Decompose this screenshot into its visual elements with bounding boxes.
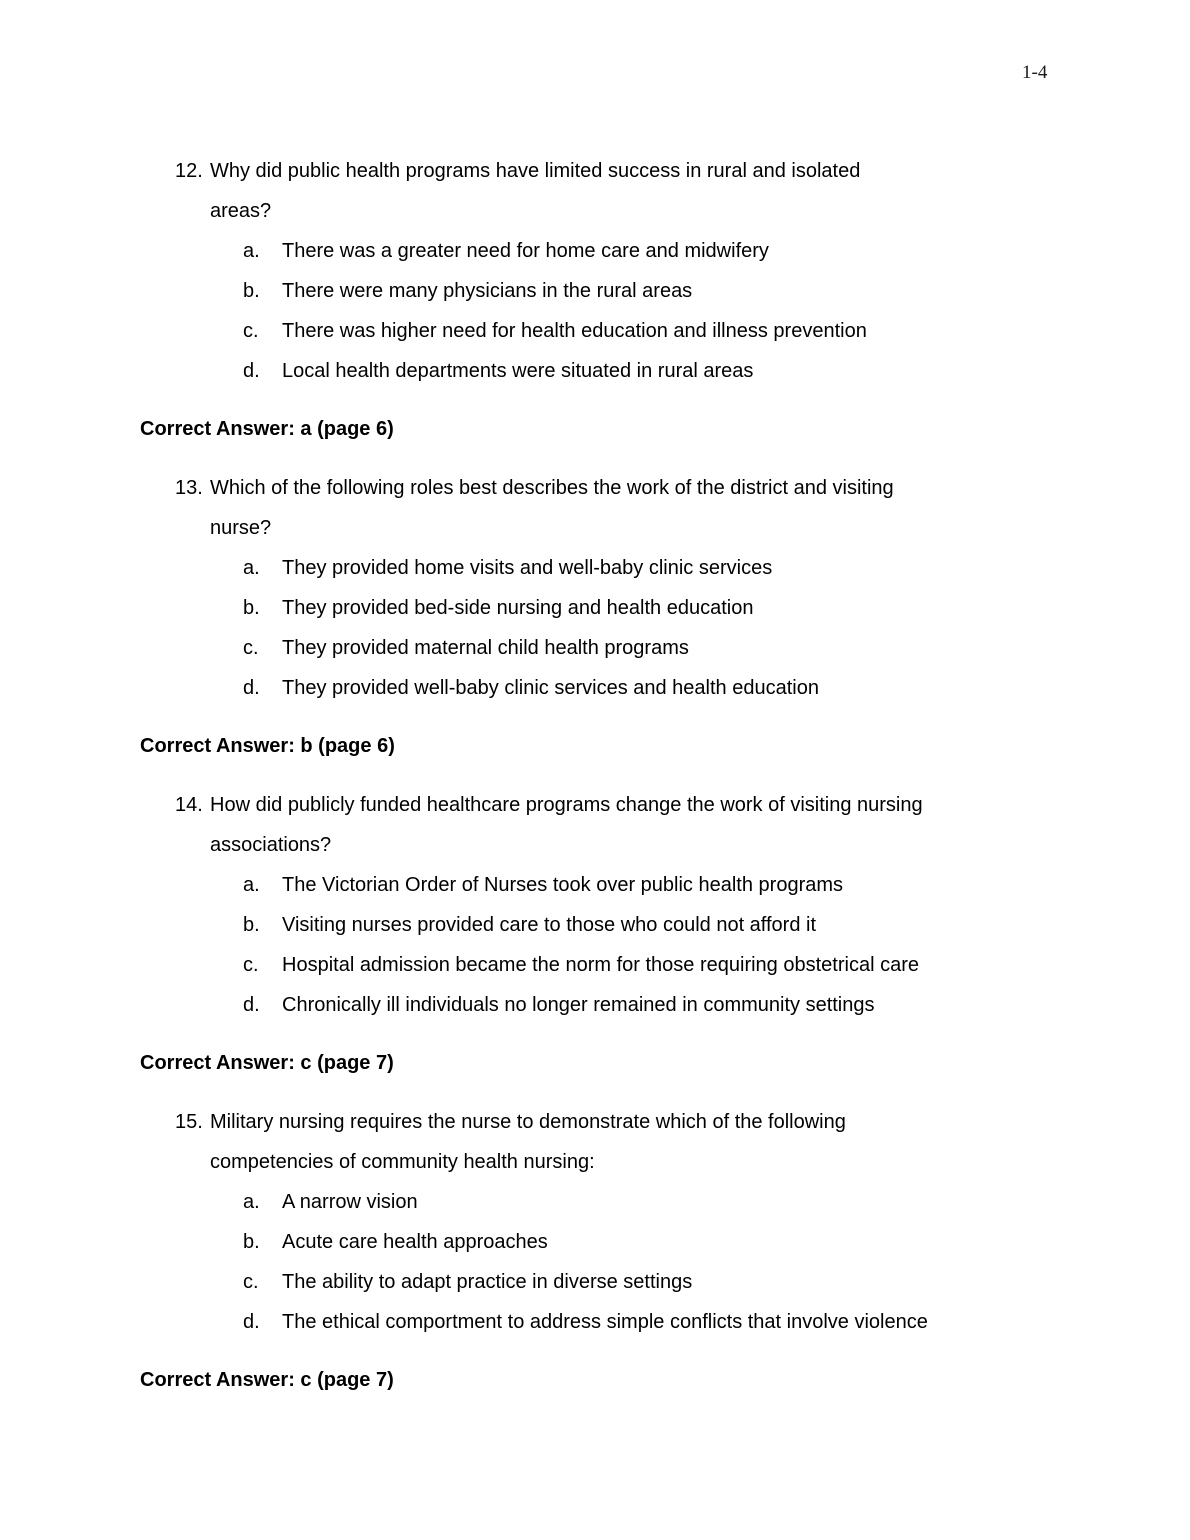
question — [0, 468, 1190, 548]
option-text: Visiting nurses provided care to those who could not afford it — [282, 914, 817, 936]
option-letter: d. — [243, 677, 260, 699]
option-text: There were many physicians in the rural areas — [282, 280, 693, 302]
question-text-line: competencies of community health nursing: — [210, 1151, 595, 1173]
correct-answer: Correct Answer: b (page 6) — [140, 735, 395, 757]
question-text-line: Why did public health programs have limited success in rural and isolated — [210, 160, 861, 182]
answer-option — [0, 1222, 1190, 1262]
option-text: The ability to adapt practice in diverse settings — [282, 1271, 693, 1293]
question-text-line: Which of the following roles best describes the work of the district and visiting — [210, 477, 894, 499]
option-letter: c. — [243, 1271, 259, 1293]
question-text — [210, 1102, 1190, 1182]
option-text: Hospital admission became the norm for those requiring obstetrical care — [282, 954, 919, 976]
question-number: 15. — [175, 1111, 203, 1133]
answer-option — [0, 1302, 1190, 1342]
answer-option — [0, 1262, 1190, 1302]
question-text — [210, 151, 1190, 231]
question-block-15 — [0, 1102, 1190, 1400]
page-number: 1-4 — [1022, 62, 1048, 83]
question-text-line: How did publicly funded healthcare programs change the work of visiting nursing — [210, 794, 923, 816]
option-letter: d. — [243, 360, 260, 382]
question-text-line: nurse? — [210, 517, 272, 539]
question-text — [210, 468, 1190, 548]
option-text: There was a greater need for home care and midwifery — [282, 240, 769, 262]
option-letter: d. — [243, 1311, 260, 1333]
question-number: 12. — [175, 160, 203, 182]
option-letter: a. — [243, 1191, 260, 1213]
question-text-line: associations? — [210, 834, 332, 856]
option-text: Acute care health approaches — [282, 1231, 548, 1253]
question-block-14 — [0, 785, 1190, 1083]
option-letter: b. — [243, 914, 260, 936]
answer-option — [0, 865, 1190, 905]
answer-option — [0, 231, 1190, 271]
question-block-13 — [0, 468, 1190, 766]
option-letter: b. — [243, 280, 260, 302]
option-text: They provided well-baby clinic services and health education — [282, 677, 819, 699]
option-letter: c. — [243, 320, 259, 342]
option-letter: b. — [243, 1231, 260, 1253]
correct-answer: Correct Answer: c (page 7) — [140, 1052, 394, 1074]
answer-option — [0, 905, 1190, 945]
question — [0, 151, 1190, 231]
answer-option — [0, 628, 1190, 668]
option-letter: c. — [243, 954, 259, 976]
question-block-12 — [0, 151, 1190, 449]
option-letter: c. — [243, 637, 259, 659]
question-text — [210, 785, 1190, 865]
answer-option — [0, 945, 1190, 985]
option-text: They provided home visits and well-baby clinic services — [282, 557, 773, 579]
option-letter: a. — [243, 240, 260, 262]
answer-option — [0, 271, 1190, 311]
option-text: A narrow vision — [282, 1191, 418, 1213]
question — [0, 1102, 1190, 1182]
option-letter: b. — [243, 597, 260, 619]
option-letter: a. — [243, 557, 260, 579]
answer-option — [0, 985, 1190, 1025]
question-text-line: Military nursing requires the nurse to demonstrate which of the following — [210, 1111, 846, 1133]
option-text: There was higher need for health education and illness prevention — [282, 320, 867, 342]
option-letter: d. — [243, 994, 260, 1016]
answer-option — [0, 351, 1190, 391]
correct-answer: Correct Answer: a (page 6) — [140, 418, 394, 440]
answer-option — [0, 311, 1190, 351]
option-text: Local health departments were situated in rural areas — [282, 360, 754, 382]
answer-option — [0, 1182, 1190, 1222]
option-text: The Victorian Order of Nurses took over public health programs — [282, 874, 844, 896]
option-text: They provided bed-side nursing and health education — [282, 597, 754, 619]
answer-option — [0, 588, 1190, 628]
option-letter: a. — [243, 874, 260, 896]
correct-answer: Correct Answer: c (page 7) — [140, 1369, 394, 1391]
question-text-line: areas? — [210, 200, 272, 222]
option-text: They provided maternal child health programs — [282, 637, 689, 659]
answer-option — [0, 668, 1190, 708]
answer-option — [0, 548, 1190, 588]
question-number: 14. — [175, 794, 203, 816]
option-text: Chronically ill individuals no longer remained in community settings — [282, 994, 875, 1016]
question — [0, 785, 1190, 865]
option-text: The ethical comportment to address simple conflicts that involve violence — [282, 1311, 928, 1333]
question-number: 13. — [175, 477, 203, 499]
